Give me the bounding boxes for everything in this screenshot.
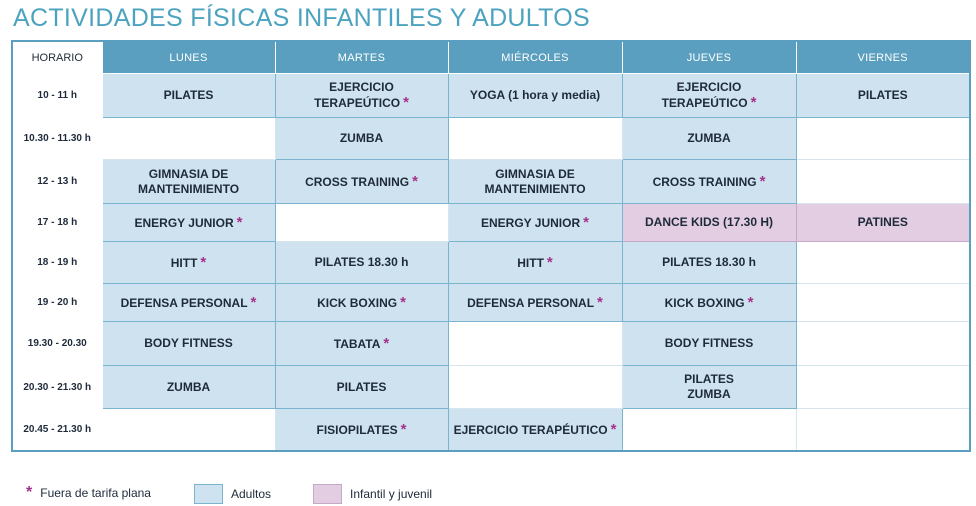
activity-label: TERAPEÚTICO [314,96,401,110]
empty-cell [796,366,970,409]
empty-cell [796,242,970,284]
activity-label: ZUMBA [166,379,211,394]
asterisk-icon: * [200,253,207,271]
activity-label: FISIOPILATES [316,422,398,437]
activity-label: PILATES [684,372,734,386]
empty-cell [796,118,970,160]
activity-label: PILATES [163,88,214,102]
activity-label: KICK BOXING [664,295,745,310]
day-header-miercoles: MIÉRCOLES [448,41,622,74]
activity-label: HITT [517,255,544,270]
activity-label: ZUMBA [687,387,731,401]
activity-label: CROSS TRAINING [305,174,410,189]
empty-cell [448,322,622,366]
time-cell: 17 - 18 h [12,204,102,242]
schedule-row [12,242,970,284]
activity-cell [102,204,275,242]
legend-item-fuera-tarifa [26,484,151,502]
activity-cell [275,366,448,409]
legend-swatch-infantil [313,484,342,504]
activity-cell [275,74,448,118]
legend-label-infantil: Infantil y juvenil [350,487,433,501]
activity-label: TABATA [333,336,381,351]
time-cell: 19 - 20 h [12,284,102,322]
activity-cell [796,204,970,242]
empty-cell [102,118,275,160]
activity-cell [622,204,796,242]
time-cell: 10.30 - 11.30 h [12,118,102,160]
activity-label: ENERGY JUNIOR [134,215,234,230]
empty-cell [796,409,970,452]
asterisk-icon: * [383,334,390,352]
activity-label: PILATES 18.30 h [314,255,409,269]
activity-cell [102,160,275,204]
schedule-table [11,40,971,452]
time-cell: 12 - 13 h [12,160,102,204]
activity-cell [622,322,796,366]
asterisk-icon: * [750,94,757,111]
asterisk-icon: * [583,213,589,231]
asterisk-icon: * [400,293,406,311]
activity-cell [102,242,275,284]
asterisk-icon: * [412,172,418,190]
activity-label: DEFENSA PERSONAL [120,295,248,310]
activity-label: TERAPEÚTICO [661,96,748,110]
time-cell: 20.30 - 21.30 h [12,366,102,409]
activity-cell [622,118,796,160]
schedule-row [12,284,970,322]
activity-label: GIMNASIA DE [148,166,229,181]
time-cell: 10 - 11 h [12,74,102,118]
activity-label: PILATES [336,379,387,394]
empty-cell [275,204,448,242]
schedule-row [12,160,970,204]
legend-swatch-adultos [194,484,223,504]
asterisk-icon: * [747,293,754,311]
activity-label: GIMNASIA DE [495,166,575,181]
activity-cell [622,74,796,118]
asterisk-icon: * [610,420,617,438]
activity-label: BODY FITNESS [144,336,233,350]
horario-header: HORARIO [12,41,102,74]
activity-label: PILATES [857,88,908,102]
empty-cell [622,409,796,452]
day-header-jueves: JUEVES [622,41,796,74]
empty-cell [796,160,970,204]
asterisk-icon: * [400,420,407,438]
activity-cell [796,74,970,118]
activity-label: EJERCICIO [676,80,742,94]
activity-cell [622,284,796,322]
activity-label: ENERGY JUNIOR [481,215,581,230]
activity-cell [275,160,448,204]
page-title: ACTIVIDADES FÍSICAS INFANTILES Y ADULTOS [13,4,590,32]
activity-cell [448,74,622,118]
time-cell: 18 - 19 h [12,242,102,284]
activity-cell [102,74,275,118]
activity-cell [622,160,796,204]
activity-label: EJERCICIO [329,80,394,94]
activity-cell [275,284,448,322]
activity-cell [622,366,796,409]
activity-label: ZUMBA [687,131,731,145]
activity-label: HITT [170,255,198,270]
activity-label: PATINES [857,215,908,229]
legend-item-infantil [313,484,432,504]
schedule-row [12,409,970,452]
empty-cell [796,284,970,322]
day-header-lunes: LUNES [102,41,275,74]
empty-cell [796,322,970,366]
time-cell: 19.30 - 20.30 [12,322,102,366]
asterisk-icon: * [597,293,603,311]
day-header-martes: MARTES [275,41,448,74]
day-header-viernes: VIERNES [796,41,970,74]
schedule-row [12,366,970,409]
asterisk-icon: * [759,172,766,190]
activity-label: ZUMBA [339,131,384,145]
activity-cell [275,409,448,452]
activity-cell [448,204,622,242]
asterisk-icon: * [403,94,409,111]
schedule-row [12,322,970,366]
empty-cell [102,409,275,452]
header-row [12,41,970,74]
activity-cell [275,242,448,284]
asterisk-icon: * [236,213,243,231]
activity-label: YOGA (1 hora y media) [469,88,601,102]
legend-label-fuera-tarifa: Fuera de tarifa plana [40,486,151,500]
activity-label: MANTENIMIENTO [137,181,240,196]
activity-cell [448,284,622,322]
activity-label: BODY FITNESS [664,336,754,350]
activity-cell [102,284,275,322]
schedule-row [12,74,970,118]
activity-cell [448,242,622,284]
activity-label: MANTENIMIENTO [484,181,586,196]
activity-label: CROSS TRAINING [652,174,757,189]
asterisk-icon: * [250,293,257,311]
empty-cell [448,366,622,409]
asterisk-icon: * [546,253,553,271]
legend-label-adultos: Adultos [231,487,272,501]
activity-cell [102,322,275,366]
activity-label: DEFENSA PERSONAL [467,295,595,310]
activity-cell [275,118,448,160]
schedule-row [12,118,970,160]
activity-label: PILATES 18.30 h [662,255,756,269]
time-cell: 20.45 - 21.30 h [12,409,102,452]
activity-label: EJERCICIO TERAPÉUTICO [453,422,608,437]
activity-cell [622,242,796,284]
activity-cell [448,409,622,452]
empty-cell [448,118,622,160]
asterisk-icon: * [26,484,33,501]
activity-cell [448,160,622,204]
activity-label: KICK BOXING [317,295,398,310]
legend-item-adultos [194,484,271,504]
activity-cell [275,322,448,366]
schedule-row [12,204,970,242]
activity-cell [102,366,275,409]
activity-label: DANCE KIDS (17.30 H) [644,215,774,229]
